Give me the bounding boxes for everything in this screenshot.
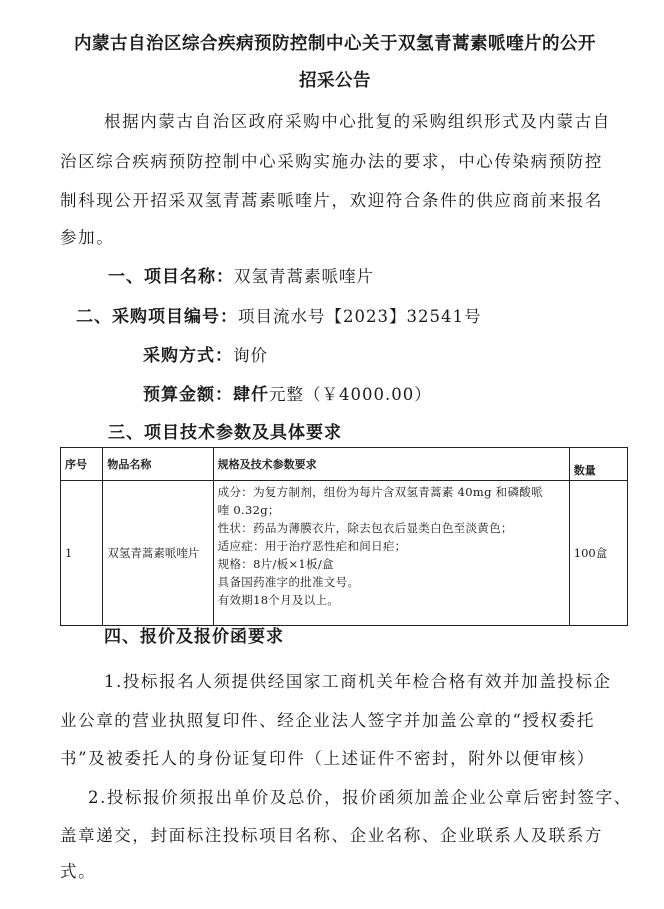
item1-line-2: 业公章的营业执照复印件、经企业法人签字并加盖公章的“授权委托 — [60, 711, 595, 730]
intro-line-4: 参加。 — [60, 228, 115, 247]
budget-amount — [143, 380, 432, 405]
item2-line-1: 2.投标报价须报出单价及总价，报价函须加盖企业公章后密封签字、 — [88, 788, 632, 807]
item2-line-3: 式。 — [60, 862, 97, 881]
header-index: 序号 — [61, 448, 103, 481]
row-quantity: 100盒 — [569, 481, 627, 626]
budget-value: 元整（￥4000.00） — [269, 385, 432, 404]
procurement-method-value: 询价 — [233, 346, 268, 365]
section-project-number-value: 项目流水号【2023】32541号 — [238, 307, 482, 326]
spec-line: 性状：药品为薄膜衣片，除去包衣后显类白色至淡黄色； — [217, 521, 513, 535]
item2-line-2: 盖章递交，封面标注投标项目名称、企业名称、企业联系人及联系方 — [60, 826, 603, 845]
section-project-name — [108, 262, 374, 287]
section-project-name-value: 双氢青蒿素哌喹片 — [234, 267, 374, 286]
spec-table — [60, 447, 628, 626]
header-spec: 规格及技术参数要求 — [213, 448, 569, 481]
section-project-number — [76, 302, 481, 327]
document-title-line-1: 内蒙古自治区综合疾病预防控制中心关于双氢青蒿素哌喹片的公开 — [74, 34, 596, 54]
item1-line-1: 1.投标报名人须提供经国家工商机关年检合格有效并加盖投标企 — [104, 672, 612, 691]
section-project-number-label: 二、采购项目编号： — [76, 307, 238, 327]
section-project-name-label: 一、项目名称： — [108, 267, 234, 287]
section-quotation-requirements: 四、报价及报价函要求 — [104, 627, 284, 647]
spec-line: 适应症：用于治疗恶性疟和间日疟； — [217, 539, 407, 553]
intro-line-1: 根据内蒙古自治区政府采购中心批复的采购组织形式及内蒙古自 — [104, 112, 611, 131]
row-index: 1 — [61, 481, 103, 626]
document-title-line-2: 招采公告 — [299, 71, 371, 91]
section-technical-requirements: 三、项目技术参数及具体要求 — [108, 423, 342, 443]
intro-line-2: 治区综合疾病预防控制中心采购实施办法的要求，中心传染病预防控 — [60, 152, 603, 171]
intro-line-3: 制科现公开招采双氢青蒿素哌喹片，欢迎符合条件的供应商前来报名 — [60, 191, 603, 210]
spec-line: 有效期18个月及以上。 — [217, 593, 340, 607]
spec-line: 规格：8片/板×1板/盒 — [217, 557, 334, 571]
header-item-name: 物品名称 — [103, 448, 213, 481]
header-quantity: 数量 — [569, 448, 627, 481]
budget-value-bold: 肆仟 — [233, 385, 269, 405]
table-row — [61, 481, 628, 626]
procurement-method — [143, 341, 268, 366]
spec-line: 喹 0.32g； — [217, 503, 280, 517]
spec-table-header-row — [61, 448, 628, 481]
spec-line: 具备国药准字的批准文号。 — [217, 575, 360, 589]
budget-label: 预算金额： — [143, 385, 233, 405]
item1-line-3: 书”及被委托人的身份证复印件（上述证件不密封，附外以便审核） — [60, 749, 595, 768]
spec-line: 成分：为复方制剂，组份为每片含双氢青蒿素 40mg 和磷酸哌 — [217, 485, 543, 499]
row-spec — [213, 481, 569, 626]
procurement-method-label: 采购方式： — [143, 346, 233, 366]
row-item-name: 双氢青蒿素哌喹片 — [103, 481, 213, 626]
